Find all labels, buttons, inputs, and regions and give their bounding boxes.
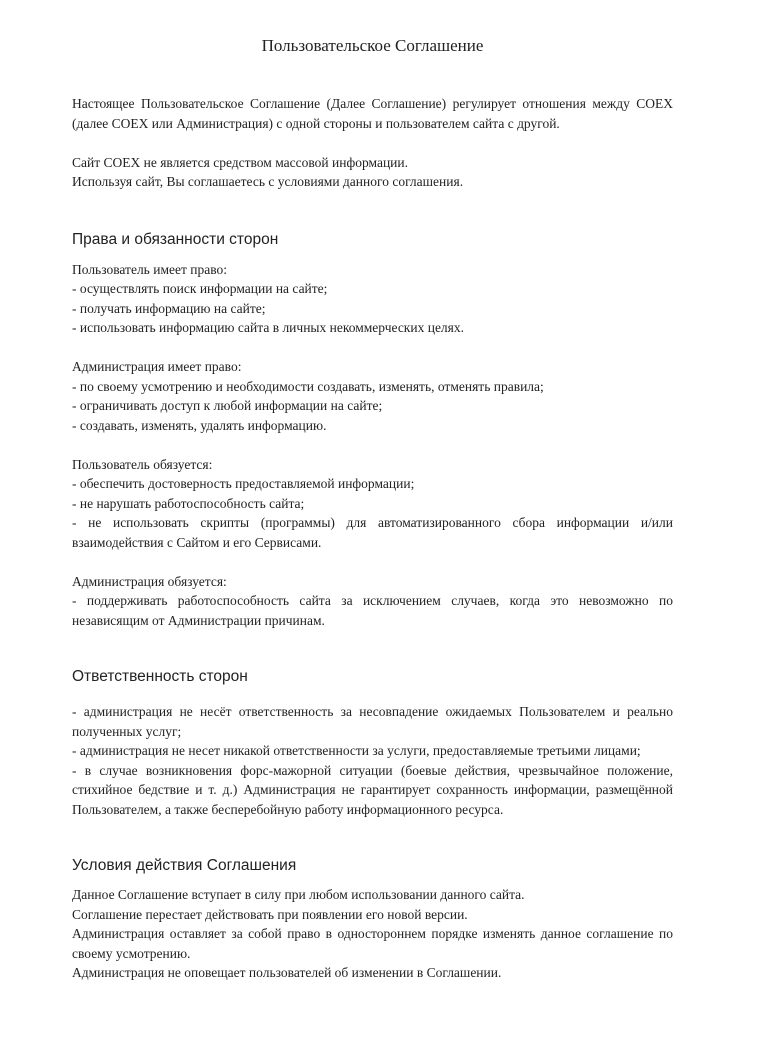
section-heading-responsibility: Ответственность сторон [72, 668, 248, 685]
admin-duties-block [72, 572, 673, 631]
terms-section [72, 855, 673, 983]
list-item: - использовать информацию сайта в личных некоммерческих целях. [72, 320, 465, 335]
list-item: - осуществлять поиск информации на сайте; [72, 281, 328, 296]
intro-text: Настоящее Пользовательское Соглашение (Далее Соглашение) регулирует отношения между COEX (далее COEX или Администрация) с одной стороны и пользователем сайта с другой. [72, 96, 673, 131]
list-item: - в случае возникновения форс-мажорной ситуации (боевые действия, чрезвычайное положение, стихийное бедствие и т. д.) Администрация не гарантирует сохранность информации, размещённой Пользователем, а также бесперебойную работу информационного ресурса. [72, 762, 673, 817]
list-item: - получать информацию на сайте; [72, 300, 266, 316]
intro-notice [72, 153, 673, 192]
block-title: Пользователь обязуется: [72, 456, 213, 472]
list-item: - не нарушать работоспособность сайта; [72, 495, 305, 511]
list-item: Соглашение перестает действовать при появлении его новой версии. [72, 906, 468, 922]
user-rights-block [72, 260, 673, 338]
list-item: - ограничивать доступ к любой информации на сайте; [72, 398, 383, 413]
agreement-document [72, 34, 673, 983]
block-title: Администрация имеет право: [72, 359, 242, 374]
responsibility-section [72, 666, 673, 819]
list-item: - администрация не несёт ответственность за несовпадение ожидаемых Пользователем и реально полученных услуг; [72, 704, 673, 739]
intro-notice-line: Используя сайт, Вы соглашаетесь с условиями данного соглашения. [72, 174, 464, 189]
list-item: Администрация не оповещает пользователей об изменении в Соглашении. [72, 965, 502, 980]
responsibility-block [72, 702, 673, 819]
list-item: - не использовать скрипты (программы) для автоматизированного сбора информации и/или взаимодействия с Сайтом и его Сервисами. [72, 515, 673, 550]
list-item: - создавать, изменять, удалять информацию. [72, 417, 327, 433]
list-item: Данное Соглашение вступает в силу при любом использовании данного сайта. [72, 887, 525, 902]
rights-section [72, 229, 673, 631]
list-item: - поддерживать работоспособность сайта за исключением случаев, когда это невозможно по независящим от Администрации причинам. [72, 593, 673, 628]
intro-notice-line: Сайт COEX не является средством массовой информации. [72, 154, 408, 170]
list-item: Администрация оставляет за собой право в одностороннем порядке изменять данное соглашение по своему усмотрению. [72, 926, 673, 961]
admin-rights-block [72, 357, 673, 435]
section-heading-terms: Условия действия Соглашения [72, 857, 297, 874]
list-item: - администрация не несет никакой ответственности за услуги, предоставляемые третьими лицами; [72, 743, 641, 758]
intro-paragraph [72, 94, 673, 133]
user-duties-block [72, 455, 673, 553]
terms-block [72, 885, 673, 983]
page-title: Пользовательское Соглашение [261, 36, 484, 55]
block-title: Пользователь имеет право: [72, 261, 227, 277]
list-item: - по своему усмотрению и необходимости создавать, изменять, отменять правила; [72, 378, 544, 394]
block-title: Администрация обязуется: [72, 573, 227, 589]
list-item: - обеспечить достоверность предоставляемой информации; [72, 476, 415, 491]
section-heading-rights: Права и обязанности сторон [72, 230, 279, 248]
